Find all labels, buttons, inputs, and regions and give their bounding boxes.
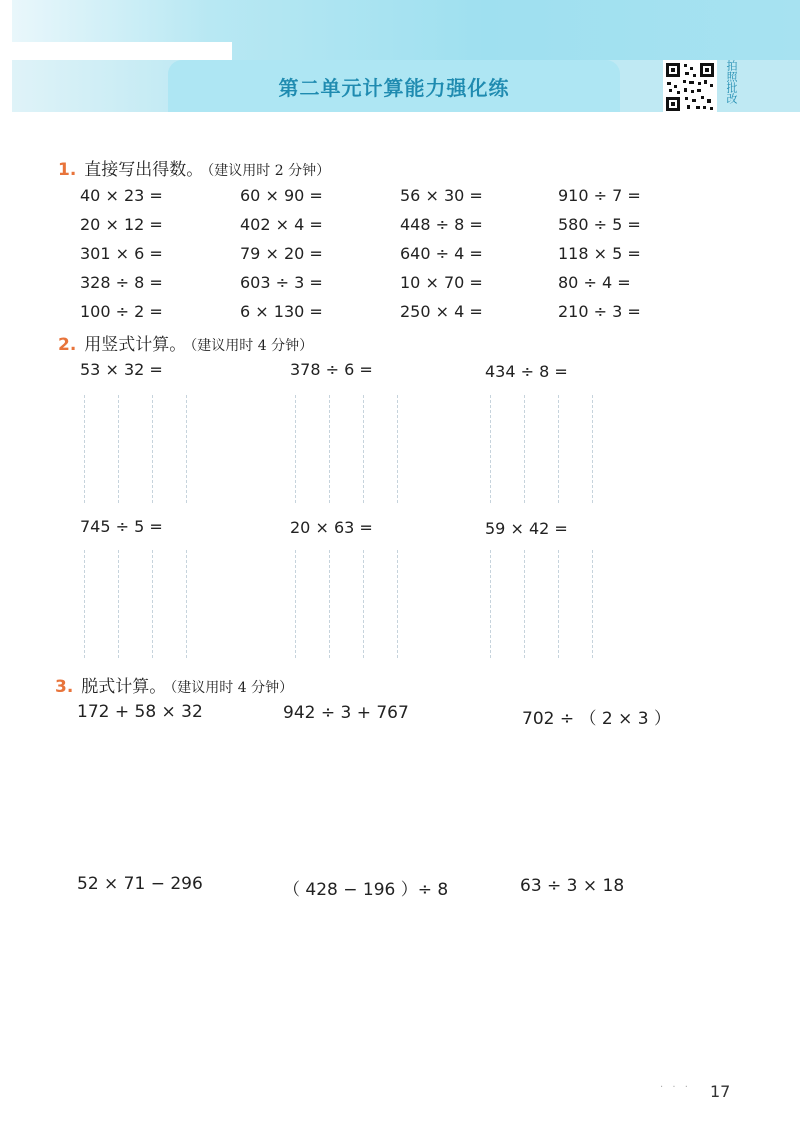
guide-line: [118, 395, 119, 503]
step-calc-problem: 172 + 58 × 32: [77, 702, 203, 722]
guide-line: [152, 395, 153, 503]
guide-line: [186, 395, 187, 503]
section-2-number: 2.: [58, 335, 77, 355]
qr-scan-label: 拍照批改: [725, 60, 738, 104]
qr-code-icon[interactable]: [663, 60, 717, 114]
section-3-note: （建议用时 4 分钟）: [170, 680, 294, 696]
page-number: 17: [710, 1082, 731, 1101]
guide-line: [186, 550, 187, 658]
oral-problem: 10 × 70 =: [400, 273, 483, 292]
guide-line: [152, 550, 153, 658]
guide-line: [363, 395, 364, 503]
oral-problem: 60 × 90 =: [240, 186, 323, 205]
oral-problem: 118 × 5 =: [558, 244, 641, 263]
oral-problem: 250 × 4 =: [400, 302, 483, 321]
guide-line: [295, 395, 296, 503]
oral-problem: 80 ÷ 4 =: [558, 273, 631, 292]
oral-problem: 640 ÷ 4 =: [400, 244, 483, 263]
vertical-calc-problem: 59 × 42 =: [485, 519, 568, 538]
guide-line: [84, 550, 85, 658]
oral-problem: 301 × 6 =: [80, 244, 163, 263]
guide-line: [490, 550, 491, 658]
section-3-heading: [55, 672, 293, 697]
oral-problem: 6 × 130 =: [240, 302, 323, 321]
section-2-note: （建议用时 4 分钟）: [190, 338, 314, 354]
vertical-calc-problem: 378 ÷ 6 =: [290, 360, 373, 379]
section-1-note: （建议用时 2 分钟）: [207, 163, 331, 179]
guide-line: [558, 550, 559, 658]
guide-line: [84, 395, 85, 503]
oral-problem: 603 ÷ 3 =: [240, 273, 323, 292]
step-calc-problem: 702 ÷ （ 2 × 3 ）: [522, 709, 671, 729]
oral-problem: 580 ÷ 5 =: [558, 215, 641, 234]
vertical-calc-problem: 53 × 32 =: [80, 360, 163, 379]
oral-problem: 100 ÷ 2 =: [80, 302, 163, 321]
step-calc-problem: 942 ÷ 3 + 767: [283, 703, 409, 723]
section-1-number: 1.: [58, 160, 77, 180]
step-calc-problem: 63 ÷ 3 × 18: [520, 876, 625, 896]
oral-problem: 79 × 20 =: [240, 244, 323, 263]
section-2-title: 用竖式计算。: [84, 335, 187, 355]
vertical-calc-problem: 20 × 63 =: [290, 518, 373, 537]
guide-line: [592, 395, 593, 503]
guide-line: [592, 550, 593, 658]
step-calc-problem: 52 × 71 − 296: [77, 874, 203, 894]
guide-line: [397, 395, 398, 503]
oral-problem: 40 × 23 =: [80, 186, 163, 205]
vertical-calc-problem: 434 ÷ 8 =: [485, 362, 568, 381]
guide-line: [295, 550, 296, 658]
oral-problem: 20 × 12 =: [80, 215, 163, 234]
guide-line: [524, 395, 525, 503]
step-calc-problem: （ 428 − 196 ）÷ 8: [283, 880, 449, 900]
guide-line: [558, 395, 559, 503]
guide-line: [397, 550, 398, 658]
section-3-number: 3.: [55, 677, 74, 697]
guide-line: [118, 550, 119, 658]
scan-dots: · · ·: [660, 1082, 691, 1093]
header-band-notch: [12, 42, 232, 62]
guide-line: [490, 395, 491, 503]
section-3-title: 脱式计算。: [81, 677, 167, 697]
oral-problem: 56 × 30 =: [400, 186, 483, 205]
page-title: 第二单元计算能力强化练: [278, 76, 510, 100]
oral-problem: 328 ÷ 8 =: [80, 273, 163, 292]
oral-problem: 448 ÷ 8 =: [400, 215, 483, 234]
section-1-title: 直接写出得数。: [84, 160, 204, 180]
vertical-calc-problem: 745 ÷ 5 =: [80, 517, 163, 536]
section-2-heading: [58, 330, 313, 355]
guide-line: [524, 550, 525, 658]
guide-line: [329, 395, 330, 503]
oral-problem: 210 ÷ 3 =: [558, 302, 641, 321]
guide-line: [363, 550, 364, 658]
guide-line: [329, 550, 330, 658]
section-1-heading: [58, 155, 330, 180]
oral-problem: 402 × 4 =: [240, 215, 323, 234]
oral-problem: 910 ÷ 7 =: [558, 186, 641, 205]
